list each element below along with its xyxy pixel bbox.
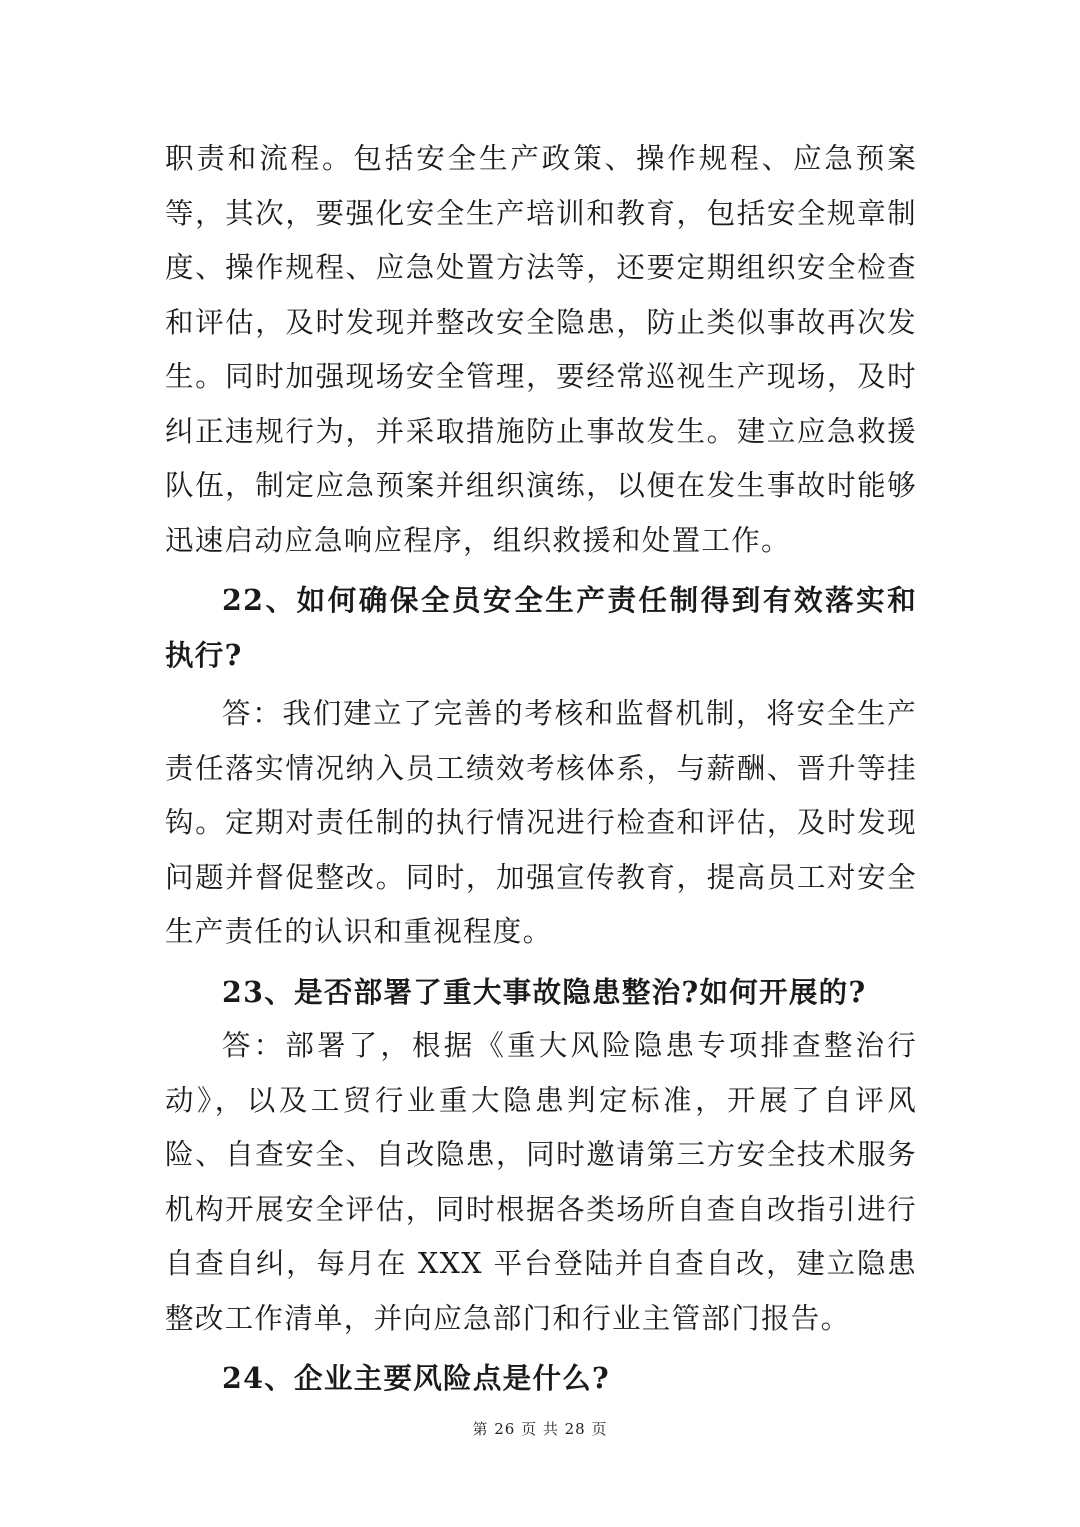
page-content bbox=[165, 132, 917, 1406]
answer-paragraph: 答：我们建立了完善的考核和监督机制，将安全生产责任落实情况纳入员工绩效考核体系，与薪酬、晋升等挂钩。定期对责任制的执行情况进行检查和评估，及时发现问题并督促整改。同时，加强宣传教育，提高员工对安全生产责任的认识和重视程度。 bbox=[165, 697, 917, 948]
question-heading: 24、企业主要风险点是什么? bbox=[222, 1361, 611, 1395]
page-number-footer: 第 26 页 共 28 页 bbox=[472, 1420, 608, 1438]
answer-paragraph: 答：部署了，根据《重大风险隐患专项排查整治行动》，以及工贸行业重大隐患判定标准，开展了自评风险、自查安全、自改隐患，同时邀请第三方安全技术服务机构开展安全评估，同时根据各类场所自查自改指引进行自查自纠，每月在 XXX 平台登陆并自查自改，建立隐患整改工作清单，并向应急部门和行业主管部门报告。 bbox=[165, 1029, 917, 1335]
body-paragraph: 职责和流程。包括安全生产政策、操作规程、应急预案等，其次，要强化安全生产培训和教育，包括安全规章制度、操作规程、应急处置方法等，还要定期组织安全检查和评估，及时发现并整改安全隐患，防止类似事故再次发生。同时加强现场安全管理，要经常巡视生产现场，及时纠正违规行为，并采取措施防止事故发生。建立应急救援队伍，制定应急预案并组织演练，以便在发生事故时能够迅速启动应急响应程序，组织救援和处置工作。 bbox=[165, 142, 917, 557]
question-heading: 22、如何确保全员安全生产责任制得到有效落实和执行? bbox=[165, 583, 917, 672]
question-heading: 23、是否部署了重大事故隐患整治?如何开展的? bbox=[222, 974, 867, 1009]
